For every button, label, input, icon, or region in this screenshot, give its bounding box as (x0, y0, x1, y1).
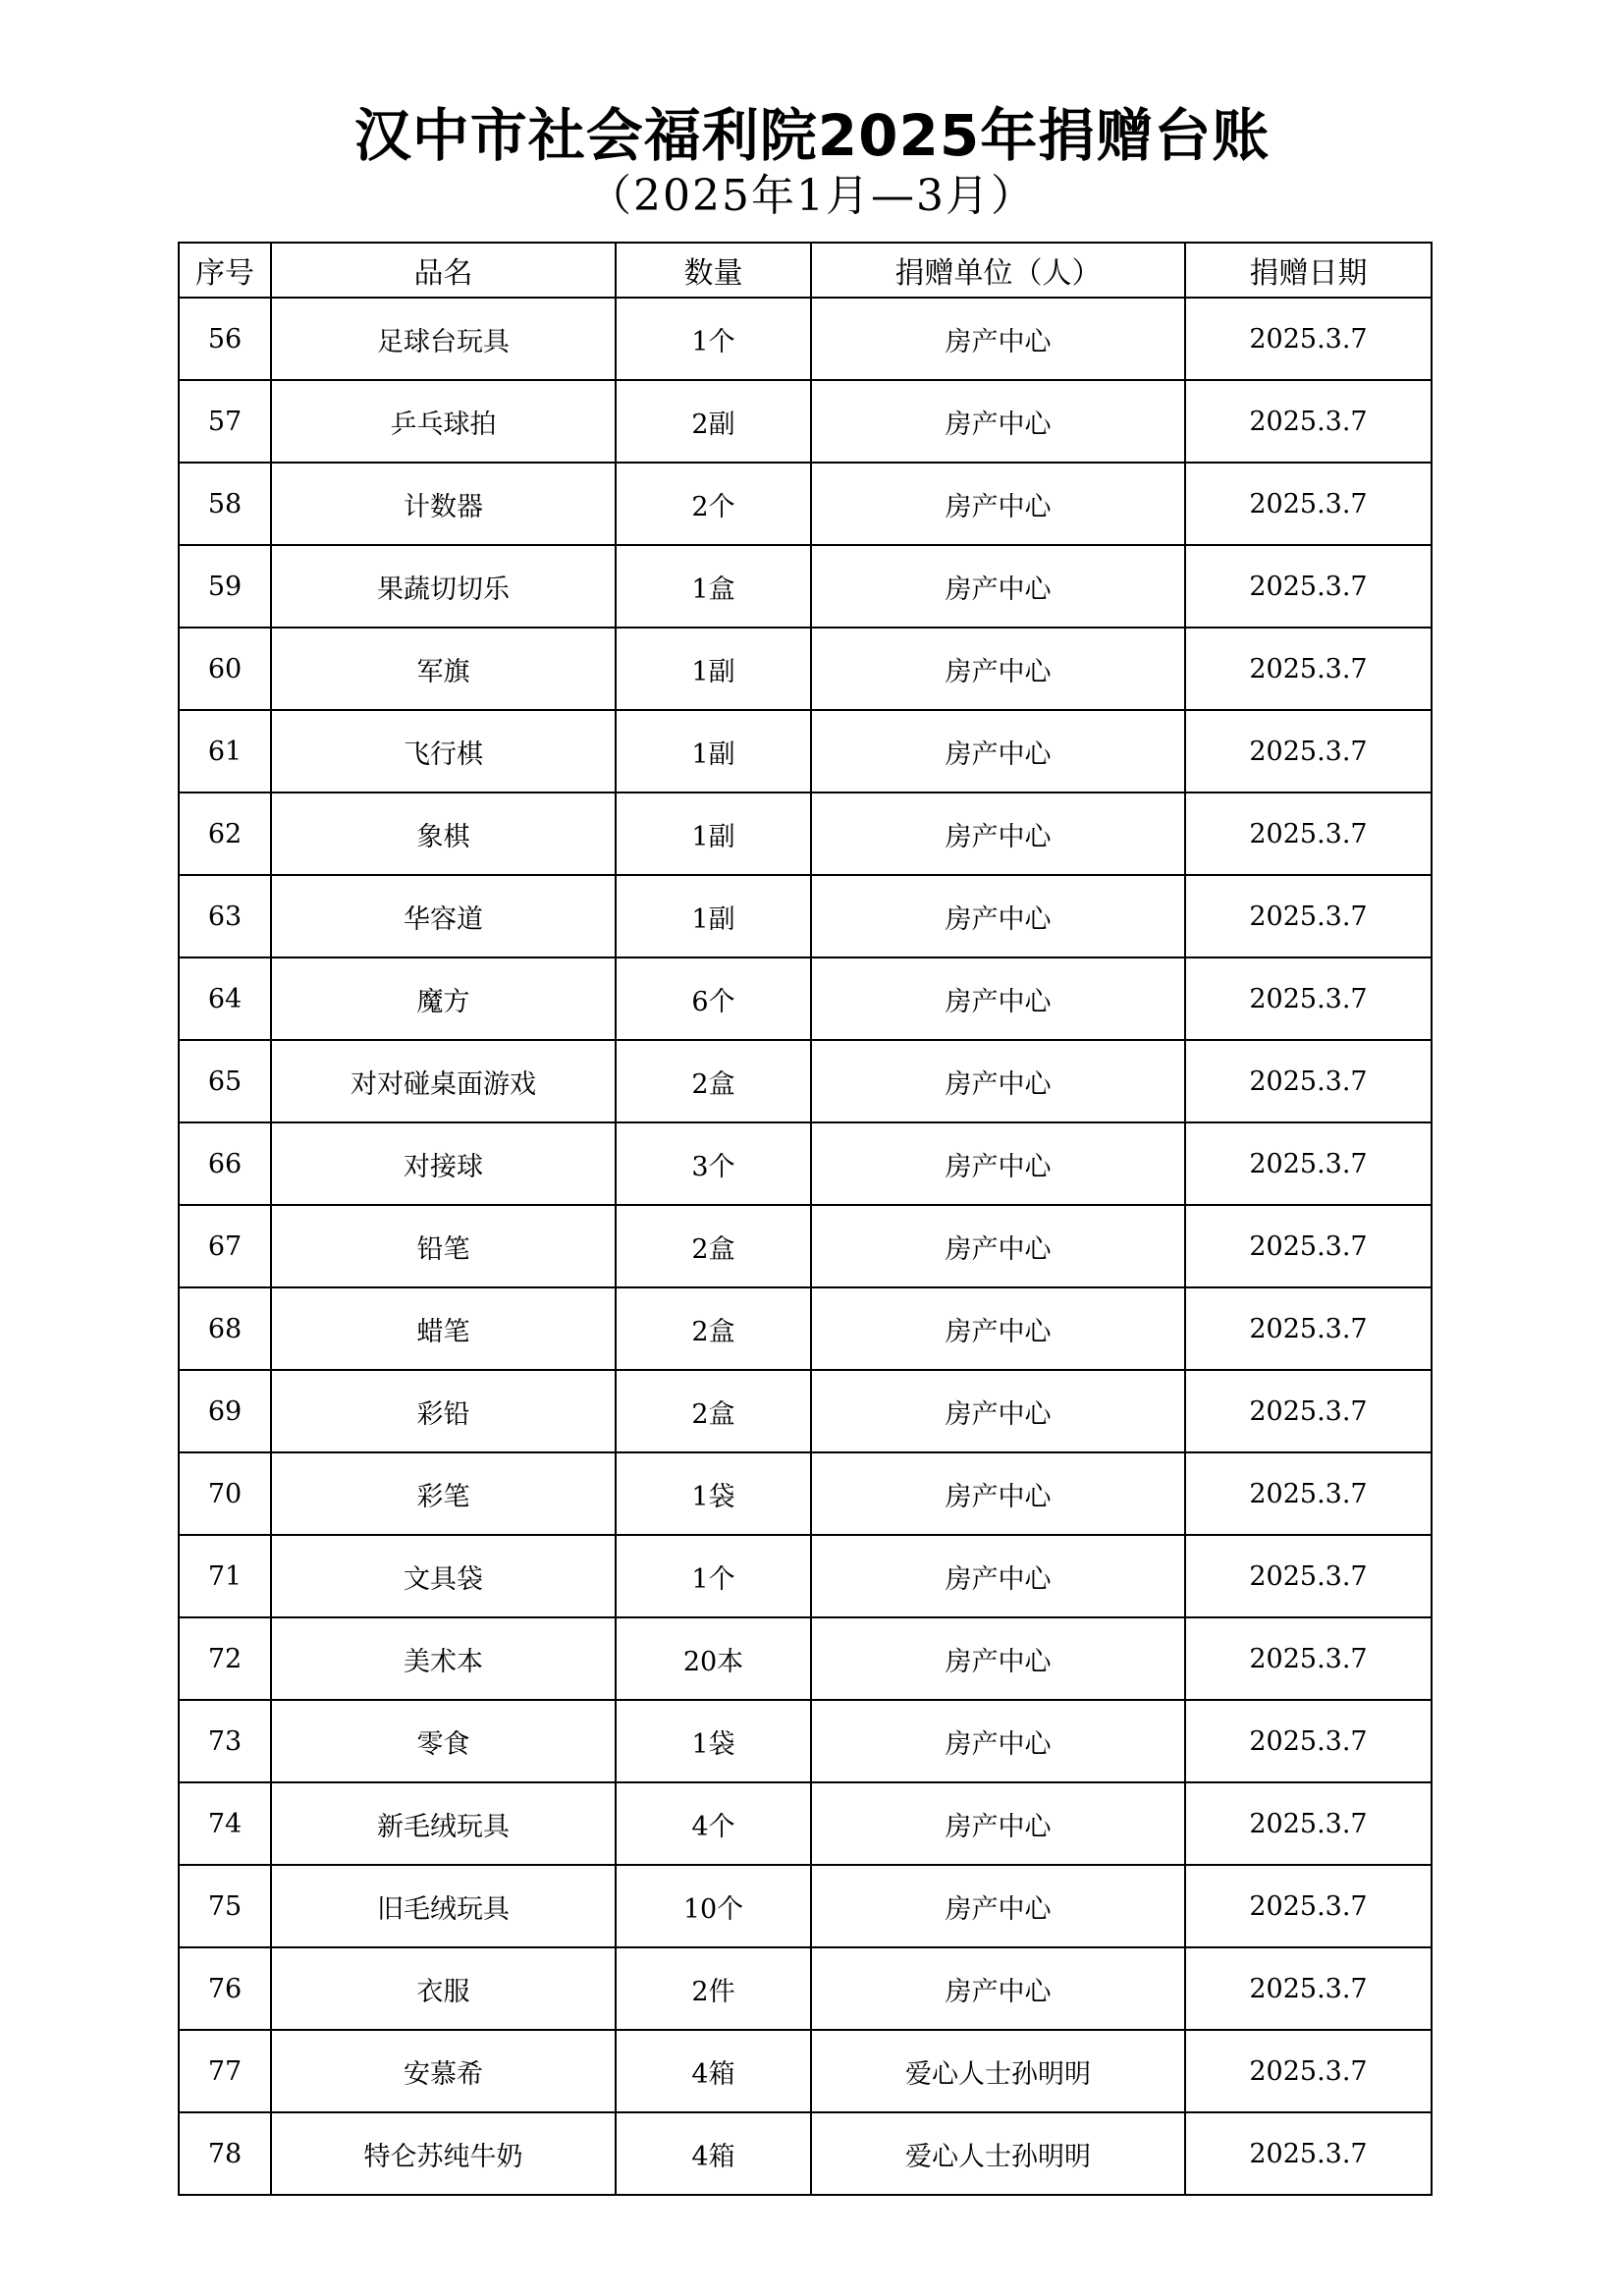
cell-donation-date: 2025.3.7 (1185, 628, 1432, 710)
cell-donation-date: 2025.3.7 (1185, 1122, 1432, 1205)
cell-quantity: 20本 (616, 1617, 811, 1700)
cell-item-name: 果蔬切切乐 (271, 545, 616, 628)
cell-donor: 房产中心 (811, 298, 1185, 380)
cell-donor: 房产中心 (811, 628, 1185, 710)
cell-quantity: 1盒 (616, 545, 811, 628)
cell-donor: 房产中心 (811, 1947, 1185, 2030)
cell-serial-number: 61 (179, 710, 271, 793)
cell-quantity: 1副 (616, 710, 811, 793)
cell-item-name: 彩铅 (271, 1370, 616, 1452)
cell-donation-date: 2025.3.7 (1185, 793, 1432, 875)
cell-donor: 房产中心 (811, 1617, 1185, 1700)
table-row (179, 628, 1432, 710)
cell-serial-number: 70 (179, 1452, 271, 1535)
cell-quantity: 4箱 (616, 2112, 811, 2195)
cell-quantity: 1副 (616, 628, 811, 710)
cell-donor: 房产中心 (811, 957, 1185, 1040)
cell-serial-number: 64 (179, 957, 271, 1040)
header-serial-number: 序号 (179, 243, 271, 298)
cell-quantity: 1袋 (616, 1452, 811, 1535)
cell-item-name: 衣服 (271, 1947, 616, 2030)
cell-item-name: 新毛绒玩具 (271, 1782, 616, 1865)
table-row (179, 1535, 1432, 1617)
table-row (179, 1287, 1432, 1370)
cell-donor: 爱心人士孙明明 (811, 2112, 1185, 2195)
cell-donation-date: 2025.3.7 (1185, 710, 1432, 793)
header-quantity: 数量 (616, 243, 811, 298)
cell-quantity: 4个 (616, 1782, 811, 1865)
cell-donation-date: 2025.3.7 (1185, 1535, 1432, 1617)
cell-item-name: 蜡笔 (271, 1287, 616, 1370)
cell-item-name: 旧毛绒玩具 (271, 1865, 616, 1947)
cell-serial-number: 66 (179, 1122, 271, 1205)
cell-item-name: 文具袋 (271, 1535, 616, 1617)
cell-donation-date: 2025.3.7 (1185, 1947, 1432, 2030)
table-row (179, 2112, 1432, 2195)
table-row (179, 545, 1432, 628)
cell-donor: 房产中心 (811, 1040, 1185, 1122)
cell-quantity: 2盒 (616, 1205, 811, 1287)
cell-donation-date: 2025.3.7 (1185, 1700, 1432, 1782)
cell-item-name: 特仑苏纯牛奶 (271, 2112, 616, 2195)
page-subtitle: （2025年1月—3月） (588, 171, 1036, 221)
cell-donor: 房产中心 (811, 1370, 1185, 1452)
cell-donation-date: 2025.3.7 (1185, 380, 1432, 463)
cell-item-name: 美术本 (271, 1617, 616, 1700)
cell-donation-date: 2025.3.7 (1185, 298, 1432, 380)
cell-item-name: 零食 (271, 1700, 616, 1782)
cell-quantity: 1袋 (616, 1700, 811, 1782)
cell-donation-date: 2025.3.7 (1185, 1617, 1432, 1700)
cell-donor: 房产中心 (811, 793, 1185, 875)
cell-serial-number: 76 (179, 1947, 271, 2030)
cell-item-name: 铅笔 (271, 1205, 616, 1287)
cell-item-name: 彩笔 (271, 1452, 616, 1535)
cell-donation-date: 2025.3.7 (1185, 1040, 1432, 1122)
cell-serial-number: 69 (179, 1370, 271, 1452)
table-row (179, 1122, 1432, 1205)
cell-item-name: 安慕希 (271, 2030, 616, 2112)
table-row (179, 1617, 1432, 1700)
cell-serial-number: 67 (179, 1205, 271, 1287)
cell-quantity: 2个 (616, 463, 811, 545)
cell-quantity: 4箱 (616, 2030, 811, 2112)
cell-item-name: 对对碰桌面游戏 (271, 1040, 616, 1122)
table-row (179, 2030, 1432, 2112)
cell-quantity: 2盒 (616, 1040, 811, 1122)
table-row (179, 957, 1432, 1040)
cell-donor: 房产中心 (811, 1865, 1185, 1947)
cell-serial-number: 63 (179, 875, 271, 957)
cell-donation-date: 2025.3.7 (1185, 1452, 1432, 1535)
table-row (179, 1370, 1432, 1452)
cell-donation-date: 2025.3.7 (1185, 1865, 1432, 1947)
cell-donation-date: 2025.3.7 (1185, 1205, 1432, 1287)
cell-item-name: 足球台玩具 (271, 298, 616, 380)
cell-donation-date: 2025.3.7 (1185, 2030, 1432, 2112)
cell-donor: 房产中心 (811, 710, 1185, 793)
cell-donor: 房产中心 (811, 1287, 1185, 1370)
table-row (179, 1205, 1432, 1287)
cell-quantity: 6个 (616, 957, 811, 1040)
cell-donor: 房产中心 (811, 1700, 1185, 1782)
cell-donor: 房产中心 (811, 380, 1185, 463)
cell-item-name: 对接球 (271, 1122, 616, 1205)
table-row (179, 875, 1432, 957)
cell-serial-number: 59 (179, 545, 271, 628)
cell-item-name: 象棋 (271, 793, 616, 875)
cell-serial-number: 74 (179, 1782, 271, 1865)
table-row (179, 463, 1432, 545)
cell-donation-date: 2025.3.7 (1185, 1370, 1432, 1452)
table-row (179, 1782, 1432, 1865)
page-title: 汉中市社会福利院2025年捐赠台账 (353, 102, 1271, 169)
cell-serial-number: 78 (179, 2112, 271, 2195)
cell-item-name: 计数器 (271, 463, 616, 545)
header-item-name: 品名 (271, 243, 616, 298)
table-row (179, 1947, 1432, 2030)
cell-donation-date: 2025.3.7 (1185, 1287, 1432, 1370)
cell-donor: 房产中心 (811, 1452, 1185, 1535)
cell-quantity: 2盒 (616, 1370, 811, 1452)
cell-donation-date: 2025.3.7 (1185, 545, 1432, 628)
cell-serial-number: 77 (179, 2030, 271, 2112)
header-donor: 捐赠单位（人） (811, 243, 1185, 298)
cell-donor: 房产中心 (811, 875, 1185, 957)
cell-donation-date: 2025.3.7 (1185, 2112, 1432, 2195)
cell-donor: 房产中心 (811, 545, 1185, 628)
cell-serial-number: 62 (179, 793, 271, 875)
cell-serial-number: 75 (179, 1865, 271, 1947)
cell-quantity: 1副 (616, 875, 811, 957)
header-donation-date: 捐赠日期 (1185, 243, 1432, 298)
cell-serial-number: 60 (179, 628, 271, 710)
cell-quantity: 1个 (616, 1535, 811, 1617)
cell-item-name: 乒乓球拍 (271, 380, 616, 463)
cell-donor: 房产中心 (811, 463, 1185, 545)
table-row (179, 793, 1432, 875)
cell-donor: 爱心人士孙明明 (811, 2030, 1185, 2112)
cell-item-name: 军旗 (271, 628, 616, 710)
cell-item-name: 魔方 (271, 957, 616, 1040)
cell-donation-date: 2025.3.7 (1185, 957, 1432, 1040)
cell-serial-number: 56 (179, 298, 271, 380)
cell-quantity: 2件 (616, 1947, 811, 2030)
cell-donor: 房产中心 (811, 1535, 1185, 1617)
table-row (179, 380, 1432, 463)
cell-donor: 房产中心 (811, 1122, 1185, 1205)
cell-donation-date: 2025.3.7 (1185, 463, 1432, 545)
cell-item-name: 飞行棋 (271, 710, 616, 793)
donation-ledger-table (178, 242, 1433, 2196)
cell-serial-number: 57 (179, 380, 271, 463)
cell-serial-number: 58 (179, 463, 271, 545)
table-body (179, 298, 1432, 2195)
cell-quantity: 2副 (616, 380, 811, 463)
cell-donor: 房产中心 (811, 1782, 1185, 1865)
cell-serial-number: 65 (179, 1040, 271, 1122)
cell-donor: 房产中心 (811, 1205, 1185, 1287)
table-row (179, 1865, 1432, 1947)
table-row (179, 1452, 1432, 1535)
cell-serial-number: 68 (179, 1287, 271, 1370)
cell-serial-number: 73 (179, 1700, 271, 1782)
cell-donation-date: 2025.3.7 (1185, 1782, 1432, 1865)
cell-quantity: 1个 (616, 298, 811, 380)
cell-quantity: 2盒 (616, 1287, 811, 1370)
cell-item-name: 华容道 (271, 875, 616, 957)
cell-serial-number: 72 (179, 1617, 271, 1700)
cell-serial-number: 71 (179, 1535, 271, 1617)
table-row (179, 710, 1432, 793)
cell-quantity: 10个 (616, 1865, 811, 1947)
cell-quantity: 1副 (616, 793, 811, 875)
table-row (179, 1040, 1432, 1122)
cell-quantity: 3个 (616, 1122, 811, 1205)
table-row (179, 298, 1432, 380)
table-row (179, 1700, 1432, 1782)
cell-donation-date: 2025.3.7 (1185, 875, 1432, 957)
table-header-row (179, 243, 1432, 298)
